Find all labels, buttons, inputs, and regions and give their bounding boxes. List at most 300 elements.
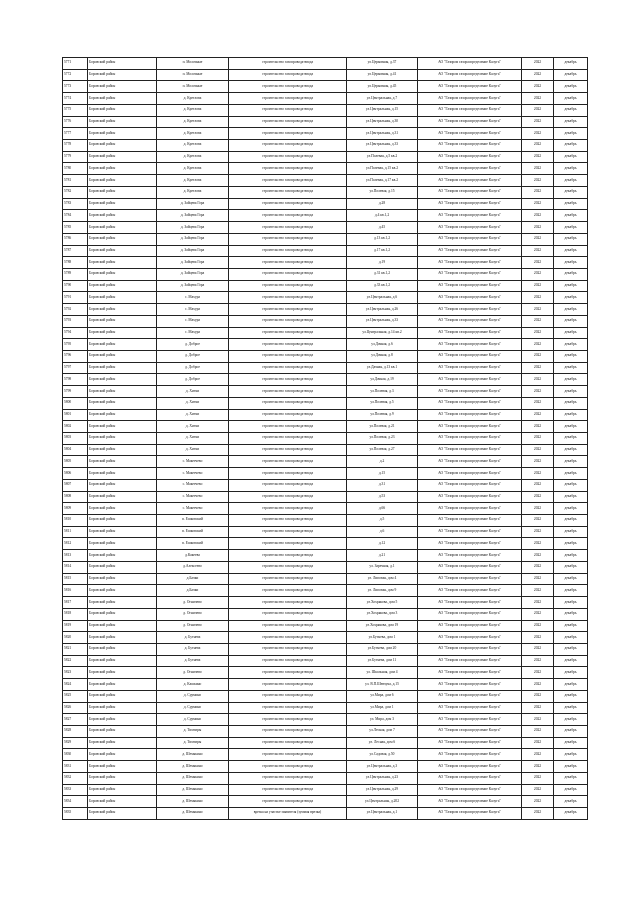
locality-cell: д. Шемякино xyxy=(157,784,229,796)
work-type-cell: строительство газопровода-ввода xyxy=(229,550,347,562)
gasification-table xyxy=(62,57,588,820)
month-cell: декабрь xyxy=(554,515,588,527)
locality-cell: д. Зайцева Гора xyxy=(157,233,229,245)
month-cell: декабрь xyxy=(554,304,588,316)
table-row xyxy=(63,222,588,234)
row-number: 5771 xyxy=(63,58,88,70)
work-type-cell: строительство газопровода-ввода xyxy=(229,292,347,304)
table-row xyxy=(63,175,588,187)
organization-cell: АО "Газпром газораспределение Калуга" xyxy=(418,702,522,714)
organization-cell: АО "Газпром газораспределение Калуга" xyxy=(418,104,522,116)
work-type-cell: строительство газопровода-ввода xyxy=(229,128,347,140)
work-type-cell: строительство газопровода-ввода xyxy=(229,620,347,632)
month-cell: декабрь xyxy=(554,702,588,714)
address-cell: ул.Бутнева, дом 1 xyxy=(347,632,418,644)
table-row xyxy=(63,292,588,304)
organization-cell: АО "Газпром газораспределение Калуга" xyxy=(418,761,522,773)
year-cell: 2022 xyxy=(522,175,554,187)
month-cell: декабрь xyxy=(554,58,588,70)
locality-cell: д. Хитки xyxy=(157,409,229,421)
year-cell: 2022 xyxy=(522,761,554,773)
organization-cell: АО "Газпром газораспределение Калуга" xyxy=(418,526,522,538)
row-number: 5825 xyxy=(63,690,88,702)
address-cell: ул. В.П.Шевчука, д.15 xyxy=(347,679,418,691)
work-type-cell: строительство газопровода-ввода xyxy=(229,421,347,433)
address-cell: ул.Центральная, д.26 xyxy=(347,304,418,316)
address-cell: ул.Дачная, д.19 xyxy=(347,374,418,386)
row-number: 5826 xyxy=(63,702,88,714)
month-cell: декабрь xyxy=(554,339,588,351)
row-number: 5817 xyxy=(63,597,88,609)
work-type-cell: строительство газопровода-ввода xyxy=(229,186,347,198)
table-row xyxy=(63,116,588,128)
row-number: 5794 xyxy=(63,327,88,339)
year-cell: 2022 xyxy=(522,585,554,597)
month-cell: декабрь xyxy=(554,573,588,585)
table-row xyxy=(63,515,588,527)
locality-cell: д.Какеева xyxy=(157,550,229,562)
table-row xyxy=(63,421,588,433)
organization-cell: АО "Газпром газораспределение Калуга" xyxy=(418,386,522,398)
address-cell: ул.Полевая, д.5 кв.2 xyxy=(347,151,418,163)
district-cell: Боровский район xyxy=(88,796,157,808)
district-cell: Боровский район xyxy=(88,175,157,187)
table-row xyxy=(63,737,588,749)
district-cell: Боровский район xyxy=(88,315,157,327)
locality-cell: д. Сурмино xyxy=(157,714,229,726)
address-cell: ул.Садовая, д.50 xyxy=(347,749,418,761)
table-row xyxy=(63,350,588,362)
table-row xyxy=(63,315,588,327)
year-cell: 2022 xyxy=(522,81,554,93)
address-cell: д.66 xyxy=(347,503,418,515)
table-row xyxy=(63,632,588,644)
table-row xyxy=(63,468,588,480)
table-row xyxy=(63,550,588,562)
district-cell: Боровский район xyxy=(88,620,157,632)
district-cell: Боровский район xyxy=(88,714,157,726)
table-row xyxy=(63,433,588,445)
row-number: 5814 xyxy=(63,561,88,573)
row-number: 5786 xyxy=(63,233,88,245)
month-cell: декабрь xyxy=(554,491,588,503)
row-number: 5774 xyxy=(63,93,88,105)
locality-cell: д.Бачки xyxy=(157,585,229,597)
district-cell: Боровский район xyxy=(88,104,157,116)
locality-cell: д. Кретлова xyxy=(157,116,229,128)
district-cell: Боровский район xyxy=(88,737,157,749)
year-cell: 2022 xyxy=(522,643,554,655)
table-row xyxy=(63,655,588,667)
work-type-cell: строительство газопровода-ввода xyxy=(229,163,347,175)
row-number: 5818 xyxy=(63,608,88,620)
organization-cell: АО "Газпром газораспределение Калуга" xyxy=(418,222,522,234)
row-number: 5809 xyxy=(63,503,88,515)
organization-cell: АО "Газпром газораспределение Калуга" xyxy=(418,643,522,655)
address-cell: ул.Хохрякова, дом 19 xyxy=(347,620,418,632)
organization-cell: АО "Газпром газораспределение Калуга" xyxy=(418,81,522,93)
month-cell: декабрь xyxy=(554,456,588,468)
work-type-cell: строительство газопровода-ввода xyxy=(229,632,347,644)
locality-cell: д. Кретлова xyxy=(157,175,229,187)
district-cell: Боровский район xyxy=(88,421,157,433)
locality-cell: д. Шемякино xyxy=(157,796,229,808)
year-cell: 2022 xyxy=(522,725,554,737)
table-row xyxy=(63,784,588,796)
year-cell: 2022 xyxy=(522,140,554,152)
organization-cell: АО "Газпром газораспределение Калуга" xyxy=(418,93,522,105)
row-number: 5810 xyxy=(63,515,88,527)
row-number: 5779 xyxy=(63,151,88,163)
row-number: 5777 xyxy=(63,128,88,140)
row-number: 5790 xyxy=(63,280,88,292)
year-cell: 2022 xyxy=(522,210,554,222)
address-cell: ул.Центральная, д.33 xyxy=(347,140,418,152)
locality-cell: д. Бутнева xyxy=(157,655,229,667)
work-type-cell: строительство газопровода-ввода xyxy=(229,573,347,585)
locality-cell: д. Сурмино xyxy=(157,702,229,714)
address-cell: ул.Полевая, д.23 xyxy=(347,433,418,445)
row-number: 5800 xyxy=(63,397,88,409)
work-type-cell: строительство газопровода-ввода xyxy=(229,433,347,445)
locality-cell: д. Зайцева Гора xyxy=(157,198,229,210)
work-type-cell: строительство газопровода-ввода xyxy=(229,350,347,362)
work-type-cell: строительство газопровода-ввода xyxy=(229,374,347,386)
locality-cell: д. Шемякино xyxy=(157,761,229,773)
work-type-cell: строительство газопровода-ввода xyxy=(229,81,347,93)
row-number: 5824 xyxy=(63,679,88,691)
row-number: 5801 xyxy=(63,409,88,421)
district-cell: Боровский район xyxy=(88,163,157,175)
locality-cell: д. Кашкино xyxy=(157,679,229,691)
locality-cell: д. Кретлова xyxy=(157,104,229,116)
table-row xyxy=(63,69,588,81)
organization-cell: АО "Газпром газораспределение Калуга" xyxy=(418,585,522,597)
month-cell: декабрь xyxy=(554,140,588,152)
work-type-cell: строительство газопровода-ввода xyxy=(229,245,347,257)
work-type-cell: строительство газопровода-ввода xyxy=(229,749,347,761)
year-cell: 2022 xyxy=(522,292,554,304)
district-cell: Боровский район xyxy=(88,573,157,585)
table-row xyxy=(63,456,588,468)
address-cell: ул.Центральная, д.30 xyxy=(347,116,418,128)
organization-cell: АО "Газпром газораспределение Калуга" xyxy=(418,374,522,386)
month-cell: декабрь xyxy=(554,175,588,187)
work-type-cell: строительство газопровода-ввода xyxy=(229,772,347,784)
table-row xyxy=(63,397,588,409)
district-cell: Боровский район xyxy=(88,491,157,503)
month-cell: декабрь xyxy=(554,808,588,820)
year-cell: 2022 xyxy=(522,808,554,820)
row-number: 5788 xyxy=(63,257,88,269)
locality-cell: д. Зайцева Гора xyxy=(157,245,229,257)
address-cell: ул.Дачная, д.13 кв.1 xyxy=(347,362,418,374)
year-cell: 2022 xyxy=(522,268,554,280)
district-cell: Боровский район xyxy=(88,702,157,714)
locality-cell: п. Молочные xyxy=(157,58,229,70)
row-number: 5778 xyxy=(63,140,88,152)
locality-cell: д. Доброе xyxy=(157,362,229,374)
address-cell: ул.Мира, дом 1 xyxy=(347,702,418,714)
organization-cell: АО "Газпром газораспределение Калуга" xyxy=(418,116,522,128)
year-cell: 2022 xyxy=(522,222,554,234)
address-cell: д.17 кв.1,2 xyxy=(347,245,418,257)
work-type-cell: строительство газопровода-ввода xyxy=(229,362,347,374)
row-number: 5811 xyxy=(63,526,88,538)
year-cell: 2022 xyxy=(522,515,554,527)
address-cell: ул.Полевая, д.3 xyxy=(347,386,418,398)
locality-cell: д.Алексеево xyxy=(157,561,229,573)
month-cell: декабрь xyxy=(554,526,588,538)
month-cell: декабрь xyxy=(554,725,588,737)
work-type-cell: строительство газопровода-ввода xyxy=(229,58,347,70)
locality-cell: д. Бутнева xyxy=(157,632,229,644)
month-cell: декабрь xyxy=(554,386,588,398)
month-cell: декабрь xyxy=(554,468,588,480)
month-cell: декабрь xyxy=(554,761,588,773)
address-cell: ул. Мира, дом 3 xyxy=(347,714,418,726)
locality-cell: д. Хитки xyxy=(157,386,229,398)
organization-cell: АО "Газпром газораспределение Калуга" xyxy=(418,210,522,222)
address-cell: ул.Полевая, д.27 xyxy=(347,444,418,456)
year-cell: 2022 xyxy=(522,315,554,327)
year-cell: 2022 xyxy=(522,362,554,374)
address-cell: ул. Школьная, дом 4 xyxy=(347,667,418,679)
locality-cell: с. Махура xyxy=(157,327,229,339)
table-row xyxy=(63,808,588,820)
year-cell: 2022 xyxy=(522,327,554,339)
row-number: 5804 xyxy=(63,444,88,456)
row-number: 5803 xyxy=(63,433,88,445)
work-type-cell: строительство газопровода-ввода xyxy=(229,93,347,105)
organization-cell: АО "Газпром газораспределение Калуга" xyxy=(418,350,522,362)
month-cell: декабрь xyxy=(554,433,588,445)
month-cell: декабрь xyxy=(554,104,588,116)
table-row xyxy=(63,725,588,737)
table-row xyxy=(63,362,588,374)
month-cell: декабрь xyxy=(554,163,588,175)
table-row xyxy=(63,585,588,597)
work-type-cell: строительство газопровода-ввода xyxy=(229,737,347,749)
month-cell: декабрь xyxy=(554,198,588,210)
work-type-cell: строительство газопровода-ввода xyxy=(229,526,347,538)
month-cell: декабрь xyxy=(554,503,588,515)
row-number: 5796 xyxy=(63,350,88,362)
work-type-cell: строительство газопровода-ввода xyxy=(229,479,347,491)
month-cell: декабрь xyxy=(554,667,588,679)
year-cell: 2022 xyxy=(522,749,554,761)
locality-cell: д. Кретлова xyxy=(157,151,229,163)
address-cell: ул. Лесная, дом 6 xyxy=(347,737,418,749)
address-cell: д.31 xyxy=(347,479,418,491)
organization-cell: АО "Газпром газораспределение Калуга" xyxy=(418,468,522,480)
year-cell: 2022 xyxy=(522,796,554,808)
row-number: 5813 xyxy=(63,550,88,562)
row-number: 5832 xyxy=(63,772,88,784)
district-cell: Боровский район xyxy=(88,679,157,691)
district-cell: Боровский район xyxy=(88,479,157,491)
district-cell: Боровский район xyxy=(88,245,157,257)
table-body xyxy=(63,58,588,820)
table-row xyxy=(63,667,588,679)
month-cell: декабрь xyxy=(554,632,588,644)
address-cell: ул.Бутнева, дом 11 xyxy=(347,655,418,667)
organization-cell: АО "Газпром газораспределение Калуга" xyxy=(418,58,522,70)
locality-cell: д. Шемякино xyxy=(157,808,229,820)
work-type-cell: строительство газопровода-ввода xyxy=(229,257,347,269)
organization-cell: АО "Газпром газораспределение Калуга" xyxy=(418,304,522,316)
month-cell: декабрь xyxy=(554,397,588,409)
district-cell: Боровский район xyxy=(88,515,157,527)
year-cell: 2022 xyxy=(522,690,554,702)
work-type-cell: строительство газопровода-ввода xyxy=(229,456,347,468)
row-number: 5802 xyxy=(63,421,88,433)
table-row xyxy=(63,679,588,691)
month-cell: декабрь xyxy=(554,796,588,808)
month-cell: декабрь xyxy=(554,737,588,749)
table-row xyxy=(63,257,588,269)
row-number: 5828 xyxy=(63,725,88,737)
year-cell: 2022 xyxy=(522,198,554,210)
district-cell: Боровский район xyxy=(88,526,157,538)
table-row xyxy=(63,538,588,550)
district-cell: Боровский район xyxy=(88,116,157,128)
row-number: 5773 xyxy=(63,81,88,93)
district-cell: Боровский район xyxy=(88,280,157,292)
row-number: 5834 xyxy=(63,796,88,808)
organization-cell: АО "Газпром газораспределение Калуга" xyxy=(418,667,522,679)
locality-cell: с. Макеечево xyxy=(157,479,229,491)
address-cell: ул.Полевая, д.9 xyxy=(347,409,418,421)
month-cell: декабрь xyxy=(554,69,588,81)
year-cell: 2022 xyxy=(522,339,554,351)
year-cell: 2022 xyxy=(522,772,554,784)
address-cell: д.12 xyxy=(347,538,418,550)
address-cell: д.19 xyxy=(347,257,418,269)
address-cell: ул.Центральная, д.31 xyxy=(347,128,418,140)
table-row xyxy=(63,409,588,421)
address-cell: ул.Центральная, д.29 xyxy=(347,784,418,796)
table-row xyxy=(63,491,588,503)
month-cell: декабрь xyxy=(554,257,588,269)
address-cell: ул.Полевая, д.15 кв.2 xyxy=(347,163,418,175)
month-cell: декабрь xyxy=(554,268,588,280)
locality-cell: д. Доброе xyxy=(157,350,229,362)
month-cell: декабрь xyxy=(554,772,588,784)
month-cell: декабрь xyxy=(554,186,588,198)
address-cell: ул.Церковная, д.45 xyxy=(347,81,418,93)
work-type-cell: строительство газопровода-ввода xyxy=(229,151,347,163)
table-row xyxy=(63,339,588,351)
work-type-cell: строительство газопровода-ввода xyxy=(229,585,347,597)
month-cell: декабрь xyxy=(554,350,588,362)
organization-cell: АО "Газпром газораспределение Калуга" xyxy=(418,456,522,468)
table-row xyxy=(63,702,588,714)
work-type-cell: строительство газопровода-ввода xyxy=(229,784,347,796)
row-number: 5793 xyxy=(63,315,88,327)
district-cell: Боровский район xyxy=(88,58,157,70)
table-row xyxy=(63,304,588,316)
row-number: 5806 xyxy=(63,468,88,480)
month-cell: декабрь xyxy=(554,585,588,597)
district-cell: Боровский район xyxy=(88,749,157,761)
row-number: 5772 xyxy=(63,69,88,81)
table-row xyxy=(63,608,588,620)
year-cell: 2022 xyxy=(522,386,554,398)
address-cell: ул.Центральная, д.14 кв.2 xyxy=(347,327,418,339)
locality-cell: д. Хитки xyxy=(157,433,229,445)
organization-cell: АО "Газпром газораспределение Калуга" xyxy=(418,679,522,691)
organization-cell: АО "Газпром газораспределение Калуга" xyxy=(418,620,522,632)
district-cell: Боровский район xyxy=(88,585,157,597)
year-cell: 2022 xyxy=(522,397,554,409)
organization-cell: АО "Газпром газораспределение Калуга" xyxy=(418,175,522,187)
year-cell: 2022 xyxy=(522,421,554,433)
district-cell: Боровский район xyxy=(88,362,157,374)
month-cell: декабрь xyxy=(554,327,588,339)
row-number: 5829 xyxy=(63,737,88,749)
district-cell: Боровский район xyxy=(88,327,157,339)
address-cell: д.31 кв.1,2 xyxy=(347,268,418,280)
district-cell: Боровский район xyxy=(88,257,157,269)
year-cell: 2022 xyxy=(522,186,554,198)
row-number: 5830 xyxy=(63,749,88,761)
work-type-cell: строительство газопровода-ввода xyxy=(229,233,347,245)
district-cell: Боровский район xyxy=(88,140,157,152)
locality-cell: д. Огничево xyxy=(157,608,229,620)
month-cell: декабрь xyxy=(554,421,588,433)
month-cell: декабрь xyxy=(554,538,588,550)
table-row xyxy=(63,245,588,257)
table-row xyxy=(63,690,588,702)
district-cell: Боровский район xyxy=(88,597,157,609)
work-type-cell: строительство газопровода-ввода xyxy=(229,655,347,667)
table-row xyxy=(63,620,588,632)
locality-cell: д. Кретлова xyxy=(157,128,229,140)
address-cell: д.53 xyxy=(347,491,418,503)
address-cell: ул.Полевая, д.17 кв.2 xyxy=(347,175,418,187)
table-row xyxy=(63,198,588,210)
work-type-cell: строительство газопровода-ввода xyxy=(229,198,347,210)
address-cell: д.45 xyxy=(347,222,418,234)
district-cell: Боровский район xyxy=(88,268,157,280)
locality-cell: д. Доброе xyxy=(157,374,229,386)
district-cell: Боровский район xyxy=(88,397,157,409)
organization-cell: АО "Газпром газораспределение Калуга" xyxy=(418,690,522,702)
organization-cell: АО "Газпром газораспределение Калуга" xyxy=(418,280,522,292)
year-cell: 2022 xyxy=(522,679,554,691)
locality-cell: д. Огничево xyxy=(157,667,229,679)
locality-cell: д.Бачки xyxy=(157,573,229,585)
address-cell: ул.Полевая, д.5 xyxy=(347,397,418,409)
table-row xyxy=(63,561,588,573)
row-number: 5775 xyxy=(63,104,88,116)
row-number: 5833 xyxy=(63,784,88,796)
month-cell: декабрь xyxy=(554,116,588,128)
year-cell: 2022 xyxy=(522,257,554,269)
locality-cell: д. Кретлова xyxy=(157,140,229,152)
address-cell: д.4 кв.1,2 xyxy=(347,210,418,222)
month-cell: декабрь xyxy=(554,643,588,655)
district-cell: Боровский район xyxy=(88,643,157,655)
district-cell: Боровский район xyxy=(88,690,157,702)
district-cell: Боровский район xyxy=(88,550,157,562)
address-cell: ул. Липовая, дом 4 xyxy=(347,573,418,585)
month-cell: декабрь xyxy=(554,608,588,620)
month-cell: декабрь xyxy=(554,93,588,105)
work-type-cell: строительство газопровода-ввода xyxy=(229,140,347,152)
district-cell: Боровский район xyxy=(88,128,157,140)
